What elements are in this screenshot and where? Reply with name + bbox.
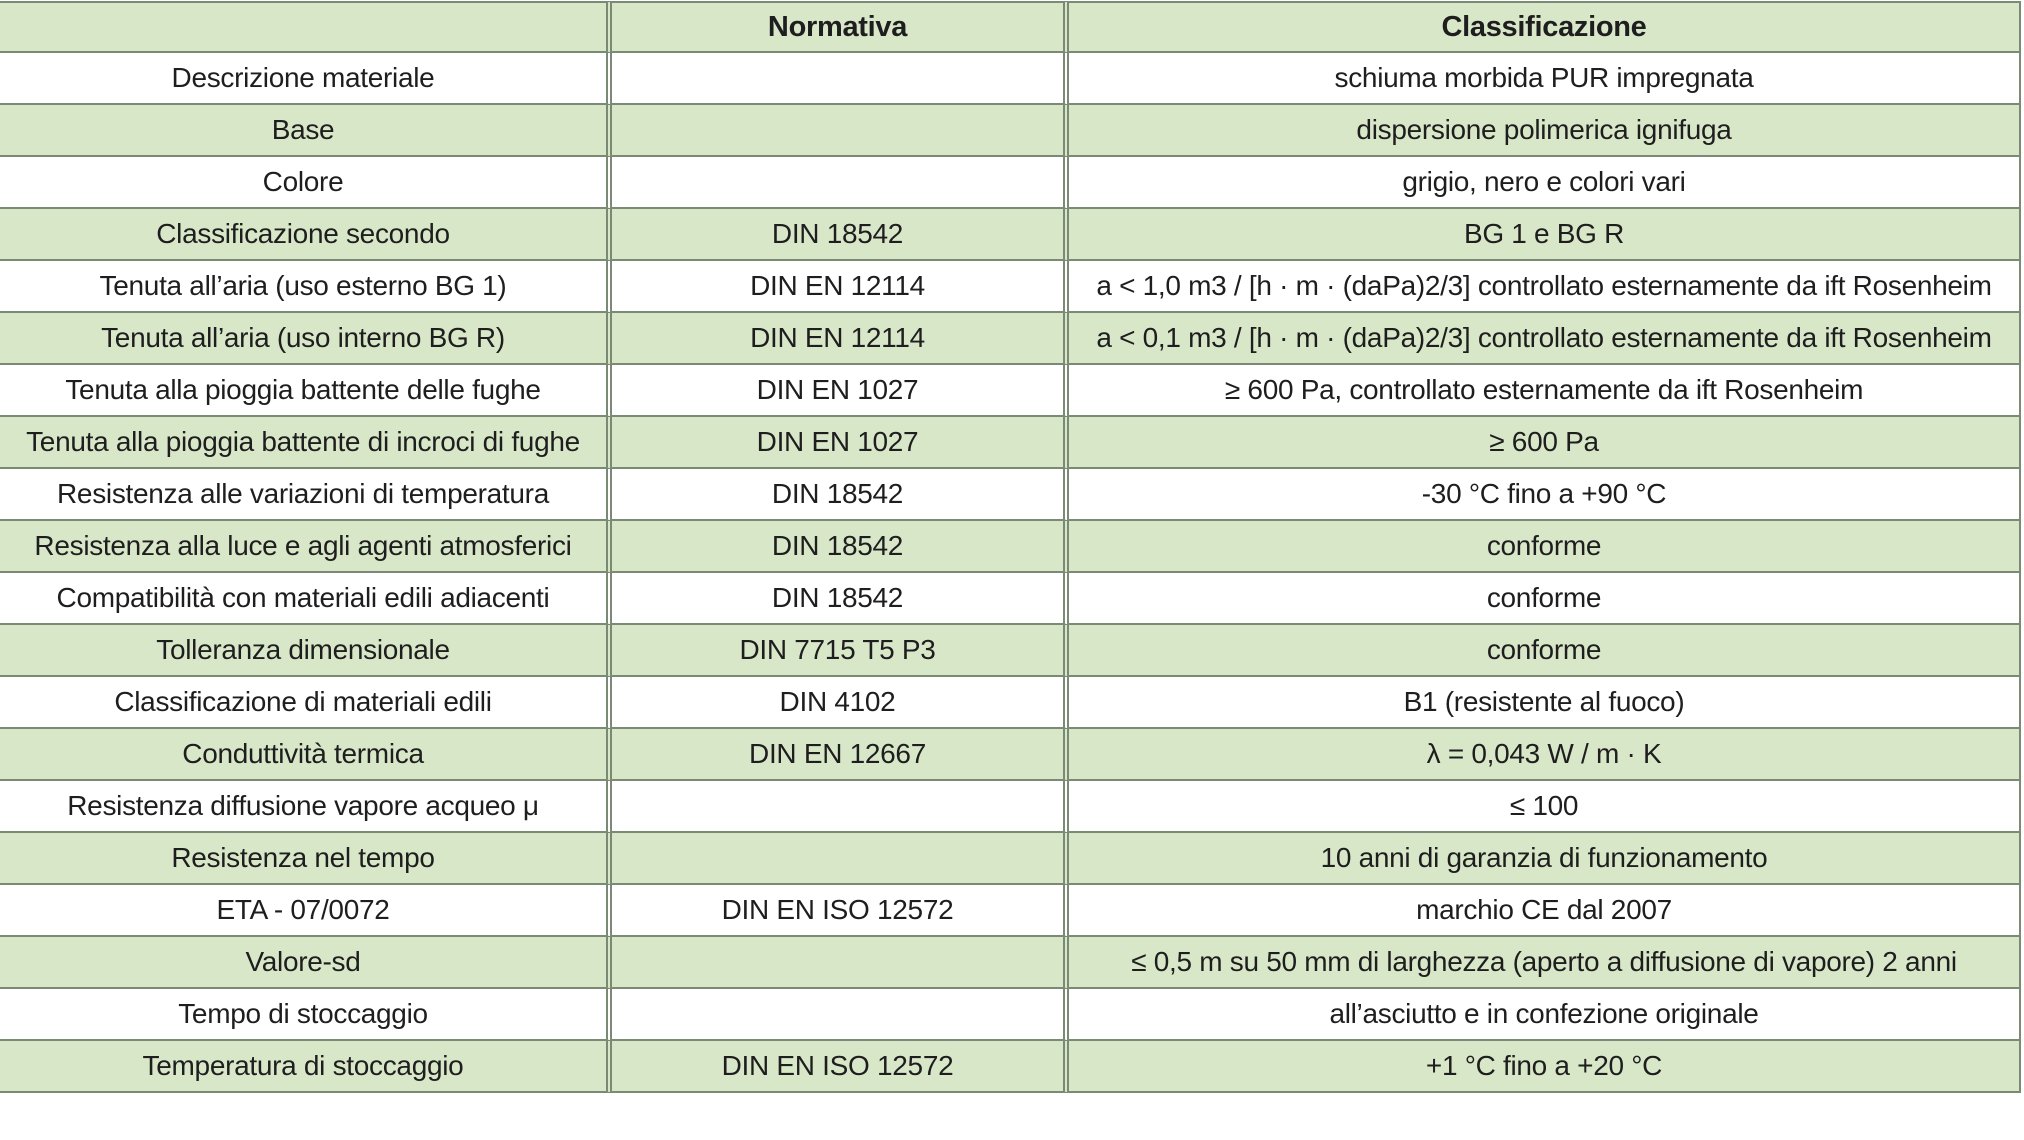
- cell-classificazione: marchio CE dal 2007: [1069, 885, 2021, 937]
- cell-normativa: [612, 781, 1069, 833]
- cell-normativa: DIN 18542: [612, 521, 1069, 573]
- cell-normativa: [612, 833, 1069, 885]
- cell-property: Valore-sd: [0, 937, 612, 989]
- cell-classificazione: conforme: [1069, 573, 2021, 625]
- cell-property: Resistenza alle variazioni di temperatura: [0, 469, 612, 521]
- table-row: [0, 989, 2021, 1041]
- cell-classificazione: λ = 0,043 W / m · K: [1069, 729, 2021, 781]
- table-row: [0, 781, 2021, 833]
- cell-classificazione: ≤ 0,5 m su 50 mm di larghezza (aperto a diffusione di vapore) 2 anni: [1069, 937, 2021, 989]
- header-normativa: Normativa: [612, 1, 1069, 53]
- table-row: [0, 625, 2021, 677]
- cell-property: Temperatura di stoccaggio: [0, 1041, 612, 1093]
- cell-classificazione: all’asciutto e in confezione originale: [1069, 989, 2021, 1041]
- cell-normativa: DIN EN 1027: [612, 365, 1069, 417]
- table-row: [0, 417, 2021, 469]
- table-row: [0, 573, 2021, 625]
- cell-classificazione: 10 anni di garanzia di funzionamento: [1069, 833, 2021, 885]
- table-row: [0, 157, 2021, 209]
- table-row: [0, 313, 2021, 365]
- table-row: [0, 677, 2021, 729]
- cell-classificazione: a < 0,1 m3 / [h · m · (daPa)2/3] controllato esternamente da ift Rosenheim: [1069, 313, 2021, 365]
- table-row: [0, 365, 2021, 417]
- table-row: [0, 469, 2021, 521]
- table-row: [0, 209, 2021, 261]
- cell-classificazione: dispersione polimerica ignifuga: [1069, 105, 2021, 157]
- cell-property: Classificazione di materiali edili: [0, 677, 612, 729]
- cell-classificazione: conforme: [1069, 521, 2021, 573]
- cell-classificazione: BG 1 e BG R: [1069, 209, 2021, 261]
- cell-property: Compatibilità con materiali edili adiacenti: [0, 573, 612, 625]
- cell-normativa: DIN 7715 T5 P3: [612, 625, 1069, 677]
- cell-classificazione: -30 °C fino a +90 °C: [1069, 469, 2021, 521]
- table-row: [0, 261, 2021, 313]
- cell-property: Tenuta alla pioggia battente delle fughe: [0, 365, 612, 417]
- technical-data-table: [0, 1, 2021, 1093]
- cell-property: ETA - 07/0072: [0, 885, 612, 937]
- table-row: [0, 729, 2021, 781]
- cell-classificazione: schiuma morbida PUR impregnata: [1069, 53, 2021, 105]
- cell-normativa: [612, 105, 1069, 157]
- table-row: [0, 833, 2021, 885]
- cell-property: Classificazione secondo: [0, 209, 612, 261]
- cell-normativa: [612, 989, 1069, 1041]
- cell-normativa: DIN EN 12114: [612, 313, 1069, 365]
- cell-normativa: DIN EN ISO 12572: [612, 885, 1069, 937]
- table-row: [0, 937, 2021, 989]
- cell-property: Conduttività termica: [0, 729, 612, 781]
- cell-property: Colore: [0, 157, 612, 209]
- cell-classificazione: conforme: [1069, 625, 2021, 677]
- cell-property: Resistenza alla luce e agli agenti atmosferici: [0, 521, 612, 573]
- cell-normativa: DIN 4102: [612, 677, 1069, 729]
- cell-classificazione: +1 °C fino a +20 °C: [1069, 1041, 2021, 1093]
- cell-property: Resistenza nel tempo: [0, 833, 612, 885]
- cell-property: Tenuta all’aria (uso interno BG R): [0, 313, 612, 365]
- cell-property: Tempo di stoccaggio: [0, 989, 612, 1041]
- cell-normativa: [612, 157, 1069, 209]
- table-body: [0, 53, 2021, 1093]
- cell-normativa: DIN EN 1027: [612, 417, 1069, 469]
- cell-normativa: DIN 18542: [612, 469, 1069, 521]
- cell-normativa: [612, 53, 1069, 105]
- cell-normativa: DIN 18542: [612, 573, 1069, 625]
- cell-classificazione: ≥ 600 Pa, controllato esternamente da ift Rosenheim: [1069, 365, 2021, 417]
- header-property: [0, 1, 612, 53]
- table-row: [0, 885, 2021, 937]
- cell-property: Descrizione materiale: [0, 53, 612, 105]
- table-row: [0, 521, 2021, 573]
- cell-property: Tenuta alla pioggia battente di incroci di fughe: [0, 417, 612, 469]
- cell-normativa: DIN EN 12667: [612, 729, 1069, 781]
- table-row: [0, 105, 2021, 157]
- cell-property: Resistenza diffusione vapore acqueo μ: [0, 781, 612, 833]
- cell-normativa: DIN 18542: [612, 209, 1069, 261]
- cell-normativa: [612, 937, 1069, 989]
- cell-classificazione: ≥ 600 Pa: [1069, 417, 2021, 469]
- cell-property: Base: [0, 105, 612, 157]
- cell-classificazione: ≤ 100: [1069, 781, 2021, 833]
- table-row: [0, 1041, 2021, 1093]
- cell-classificazione: a < 1,0 m3 / [h · m · (daPa)2/3] controllato esternamente da ift Rosenheim: [1069, 261, 2021, 313]
- table-row: [0, 53, 2021, 105]
- cell-classificazione: grigio, nero e colori vari: [1069, 157, 2021, 209]
- cell-classificazione: B1 (resistente al fuoco): [1069, 677, 2021, 729]
- cell-property: Tolleranza dimensionale: [0, 625, 612, 677]
- table-header-row: [0, 1, 2021, 53]
- cell-normativa: DIN EN ISO 12572: [612, 1041, 1069, 1093]
- cell-normativa: DIN EN 12114: [612, 261, 1069, 313]
- header-classificazione: Classificazione: [1069, 1, 2021, 53]
- cell-property: Tenuta all’aria (uso esterno BG 1): [0, 261, 612, 313]
